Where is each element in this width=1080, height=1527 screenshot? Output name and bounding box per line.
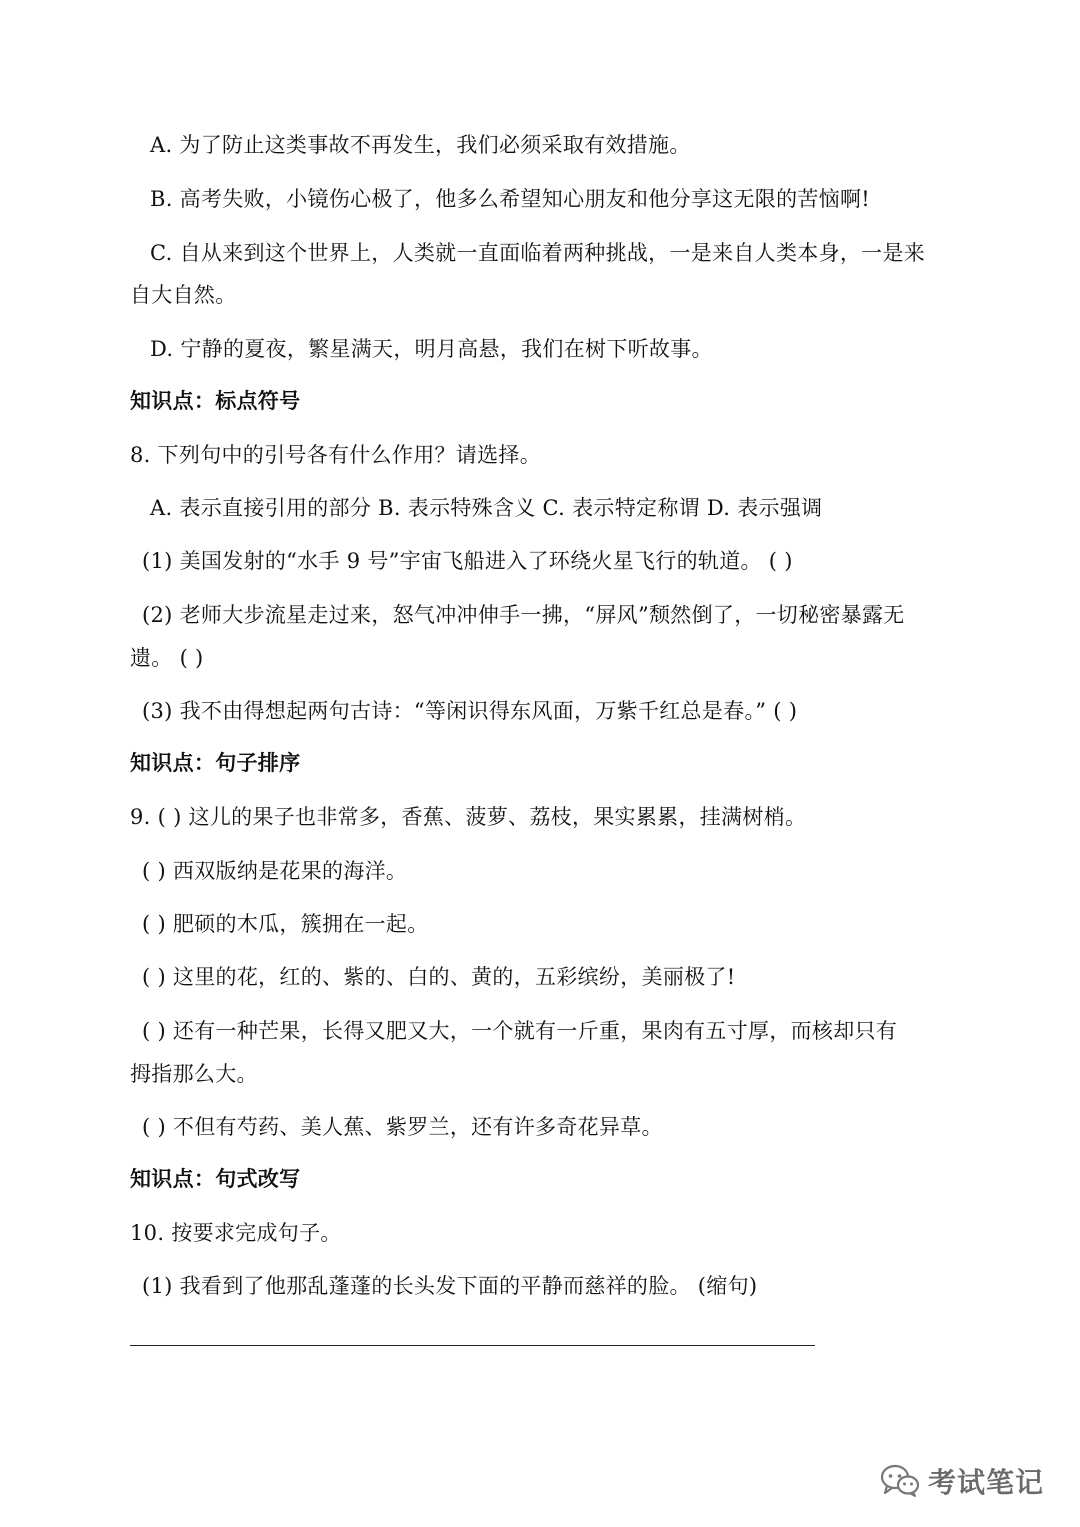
q9-sentence-4-line1: ( ) 还有一种芒果，长得又肥又大，一个就有一斤重，果肉有五寸厚，而核却只有 (142, 1019, 898, 1043)
q7-option-a: A. 为了防止这类事故不再发生，我们必须采取有效措施。 (150, 133, 691, 157)
knowledge-point-heading: 知识点：句子排序 (130, 751, 301, 775)
q7-option-c-line2: 自大自然。 (130, 283, 237, 307)
q8-item-3: (3) 我不由得想起两句古诗：“等闲识得东风面，万紫千红总是春。” ( ) (142, 699, 798, 723)
q7-option-c-line1: C. 自从来到这个世界上，人类就一直面临着两种挑战，一是来自人类本身，一是来 (150, 241, 926, 265)
knowledge-point-heading: 知识点：句式改写 (130, 1167, 301, 1191)
q9-sentence-1: ( ) 西双版纳是花果的海洋。 (142, 859, 408, 883)
q8-item-1: (1) 美国发射的“水手 9 号”宇宙飞船进入了环绕火星飞行的轨道。 ( ) (142, 549, 793, 573)
q10-item-1: (1) 我看到了他那乱蓬蓬的长头发下面的平静而慈祥的脸。 (缩句) (142, 1274, 758, 1298)
q9-sentence-5: ( ) 不但有芍药、美人蕉、紫罗兰，还有许多奇花异草。 (142, 1115, 663, 1139)
question-10: 10. 按要求完成句子。 (130, 1221, 342, 1245)
watermark-text: 考试笔记 (927, 1466, 1044, 1499)
q9-sentence-2: ( ) 肥硕的木瓜，簇拥在一起。 (142, 912, 429, 936)
knowledge-point-heading: 知识点：标点符号 (130, 389, 301, 413)
q9-sentence-4-line2: 拇指那么大。 (130, 1062, 258, 1086)
watermark (880, 1461, 1044, 1501)
q8-item-2-line2: 遗。 ( ) (130, 646, 204, 670)
q7-option-d: D. 宁静的夏夜，繁星满天，明月高悬，我们在树下听故事。 (150, 337, 713, 361)
q8-item-2-line1: (2) 老师大步流星走过来，怒气冲冲伸手一拂，“屏风”颓然倒了，一切秘密暴露无 (142, 603, 905, 627)
question-8: 8. 下列句中的引号各有什么作用？请选择。 (130, 443, 542, 467)
question-9: 9. ( ) 这儿的果子也非常多，香蕉、菠萝、荔枝，果实累累，挂满树梢。 (130, 805, 807, 829)
q9-sentence-3: ( ) 这里的花，红的、紫的、白的、黄的，五彩缤纷，美丽极了! (142, 965, 736, 989)
q7-option-b: B. 高考失败，小镜伤心极了，他多么希望知心朋友和他分享这无限的苦恼啊! (150, 187, 871, 211)
q8-options: A. 表示直接引用的部分 B. 表示特殊含义 C. 表示特定称谓 D. 表示强调 (150, 496, 823, 520)
wechat-icon (880, 1464, 920, 1498)
answer-blank-line[interactable] (130, 1345, 815, 1346)
